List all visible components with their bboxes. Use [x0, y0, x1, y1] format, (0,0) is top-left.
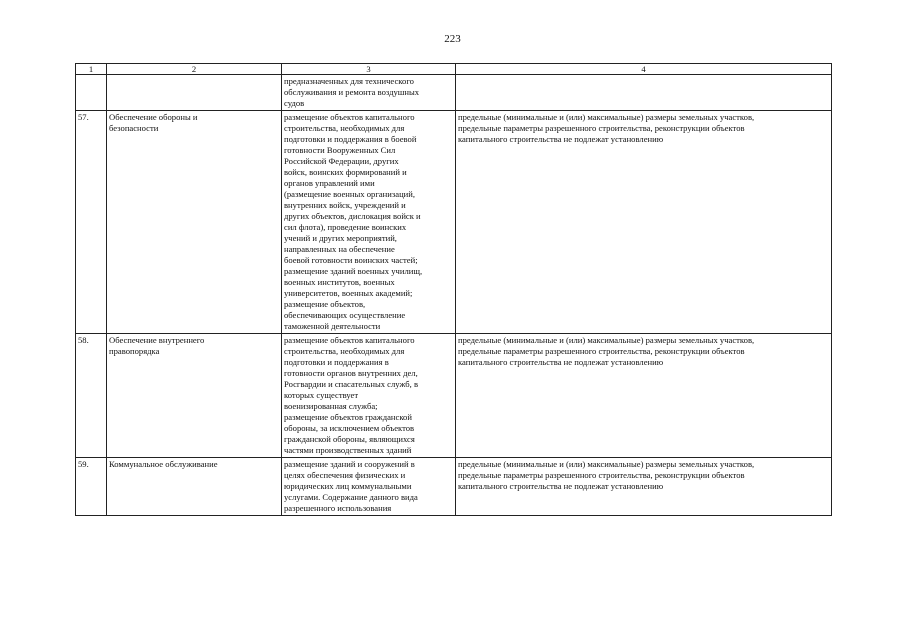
- land-use-description-cell: размещение объектов капитального строительства, необходимых для подготовки и поддержания в боевой готовности Вооруженных Сил Российской Федерации, других войск, воинских формирований и органов управлений ими (размещение военных организаций, внутренних войск, учреждений и других объектов, дислокация войск и сил флота), проведение воинских учений и других мероприятий, направленных на обеспечение боевой готовности воинских частей; размещение зданий военных училищ, военных институтов, военных университетов, военных академий; размещение объектов, обеспечивающих осуществление таможенной деятельности: [282, 111, 456, 334]
- parameters-cell: [456, 75, 832, 111]
- table-row: [76, 334, 832, 458]
- parameters-cell: предельные (минимальные и (или) максимальные) размеры земельных участков, предельные параметры разрешенного строительства, реконструкции объектов капитального строительства не подлежат установлению: [456, 111, 832, 334]
- table-row: [76, 111, 832, 334]
- parameters-cell: предельные (минимальные и (или) максимальные) размеры земельных участков, предельные параметры разрешенного строительства, реконструкции объектов капитального строительства не подлежат установлению: [456, 334, 832, 458]
- table-row: [76, 75, 832, 111]
- column-header-4: 4: [456, 64, 832, 75]
- land-use-name-cell: Обеспечение обороны и безопасности: [107, 111, 282, 334]
- land-use-description-cell: размещение зданий и сооружений в целях обеспечения физических и юридических лиц коммунальными услугами. Содержание данного вида разрешенного использования: [282, 458, 456, 516]
- land-use-description-cell: размещение объектов капитального строительства, необходимых для подготовки и поддержания в готовности органов внутренних дел, Росгвардии и спасательных служб, в которых существует военизированная служба; размещение объектов гражданской обороны, за исключением объектов гражданской обороны, являющихся частями производственных зданий: [282, 334, 456, 458]
- column-header-1: 1: [76, 64, 107, 75]
- column-number-row: [76, 64, 832, 75]
- land-use-name-cell: Обеспечение внутреннего правопорядка: [107, 334, 282, 458]
- row-number-cell: 57.: [76, 111, 107, 334]
- land-use-name-cell: Коммунальное обслуживание: [107, 458, 282, 516]
- column-header-2: 2: [107, 64, 282, 75]
- table-row: [76, 458, 832, 516]
- page-number: 223: [444, 33, 461, 45]
- row-number-cell: 58.: [76, 334, 107, 458]
- row-number-cell: 59.: [76, 458, 107, 516]
- land-use-name-cell: [107, 75, 282, 111]
- land-use-table: [75, 63, 832, 516]
- column-header-3: 3: [282, 64, 456, 75]
- parameters-cell: предельные (минимальные и (или) максимальные) размеры земельных участков, предельные параметры разрешенного строительства, реконструкции объектов капитального строительства не подлежат установлению: [456, 458, 832, 516]
- land-use-description-cell: предназначенных для технического обслуживания и ремонта воздушных судов: [282, 75, 456, 111]
- row-number-cell: [76, 75, 107, 111]
